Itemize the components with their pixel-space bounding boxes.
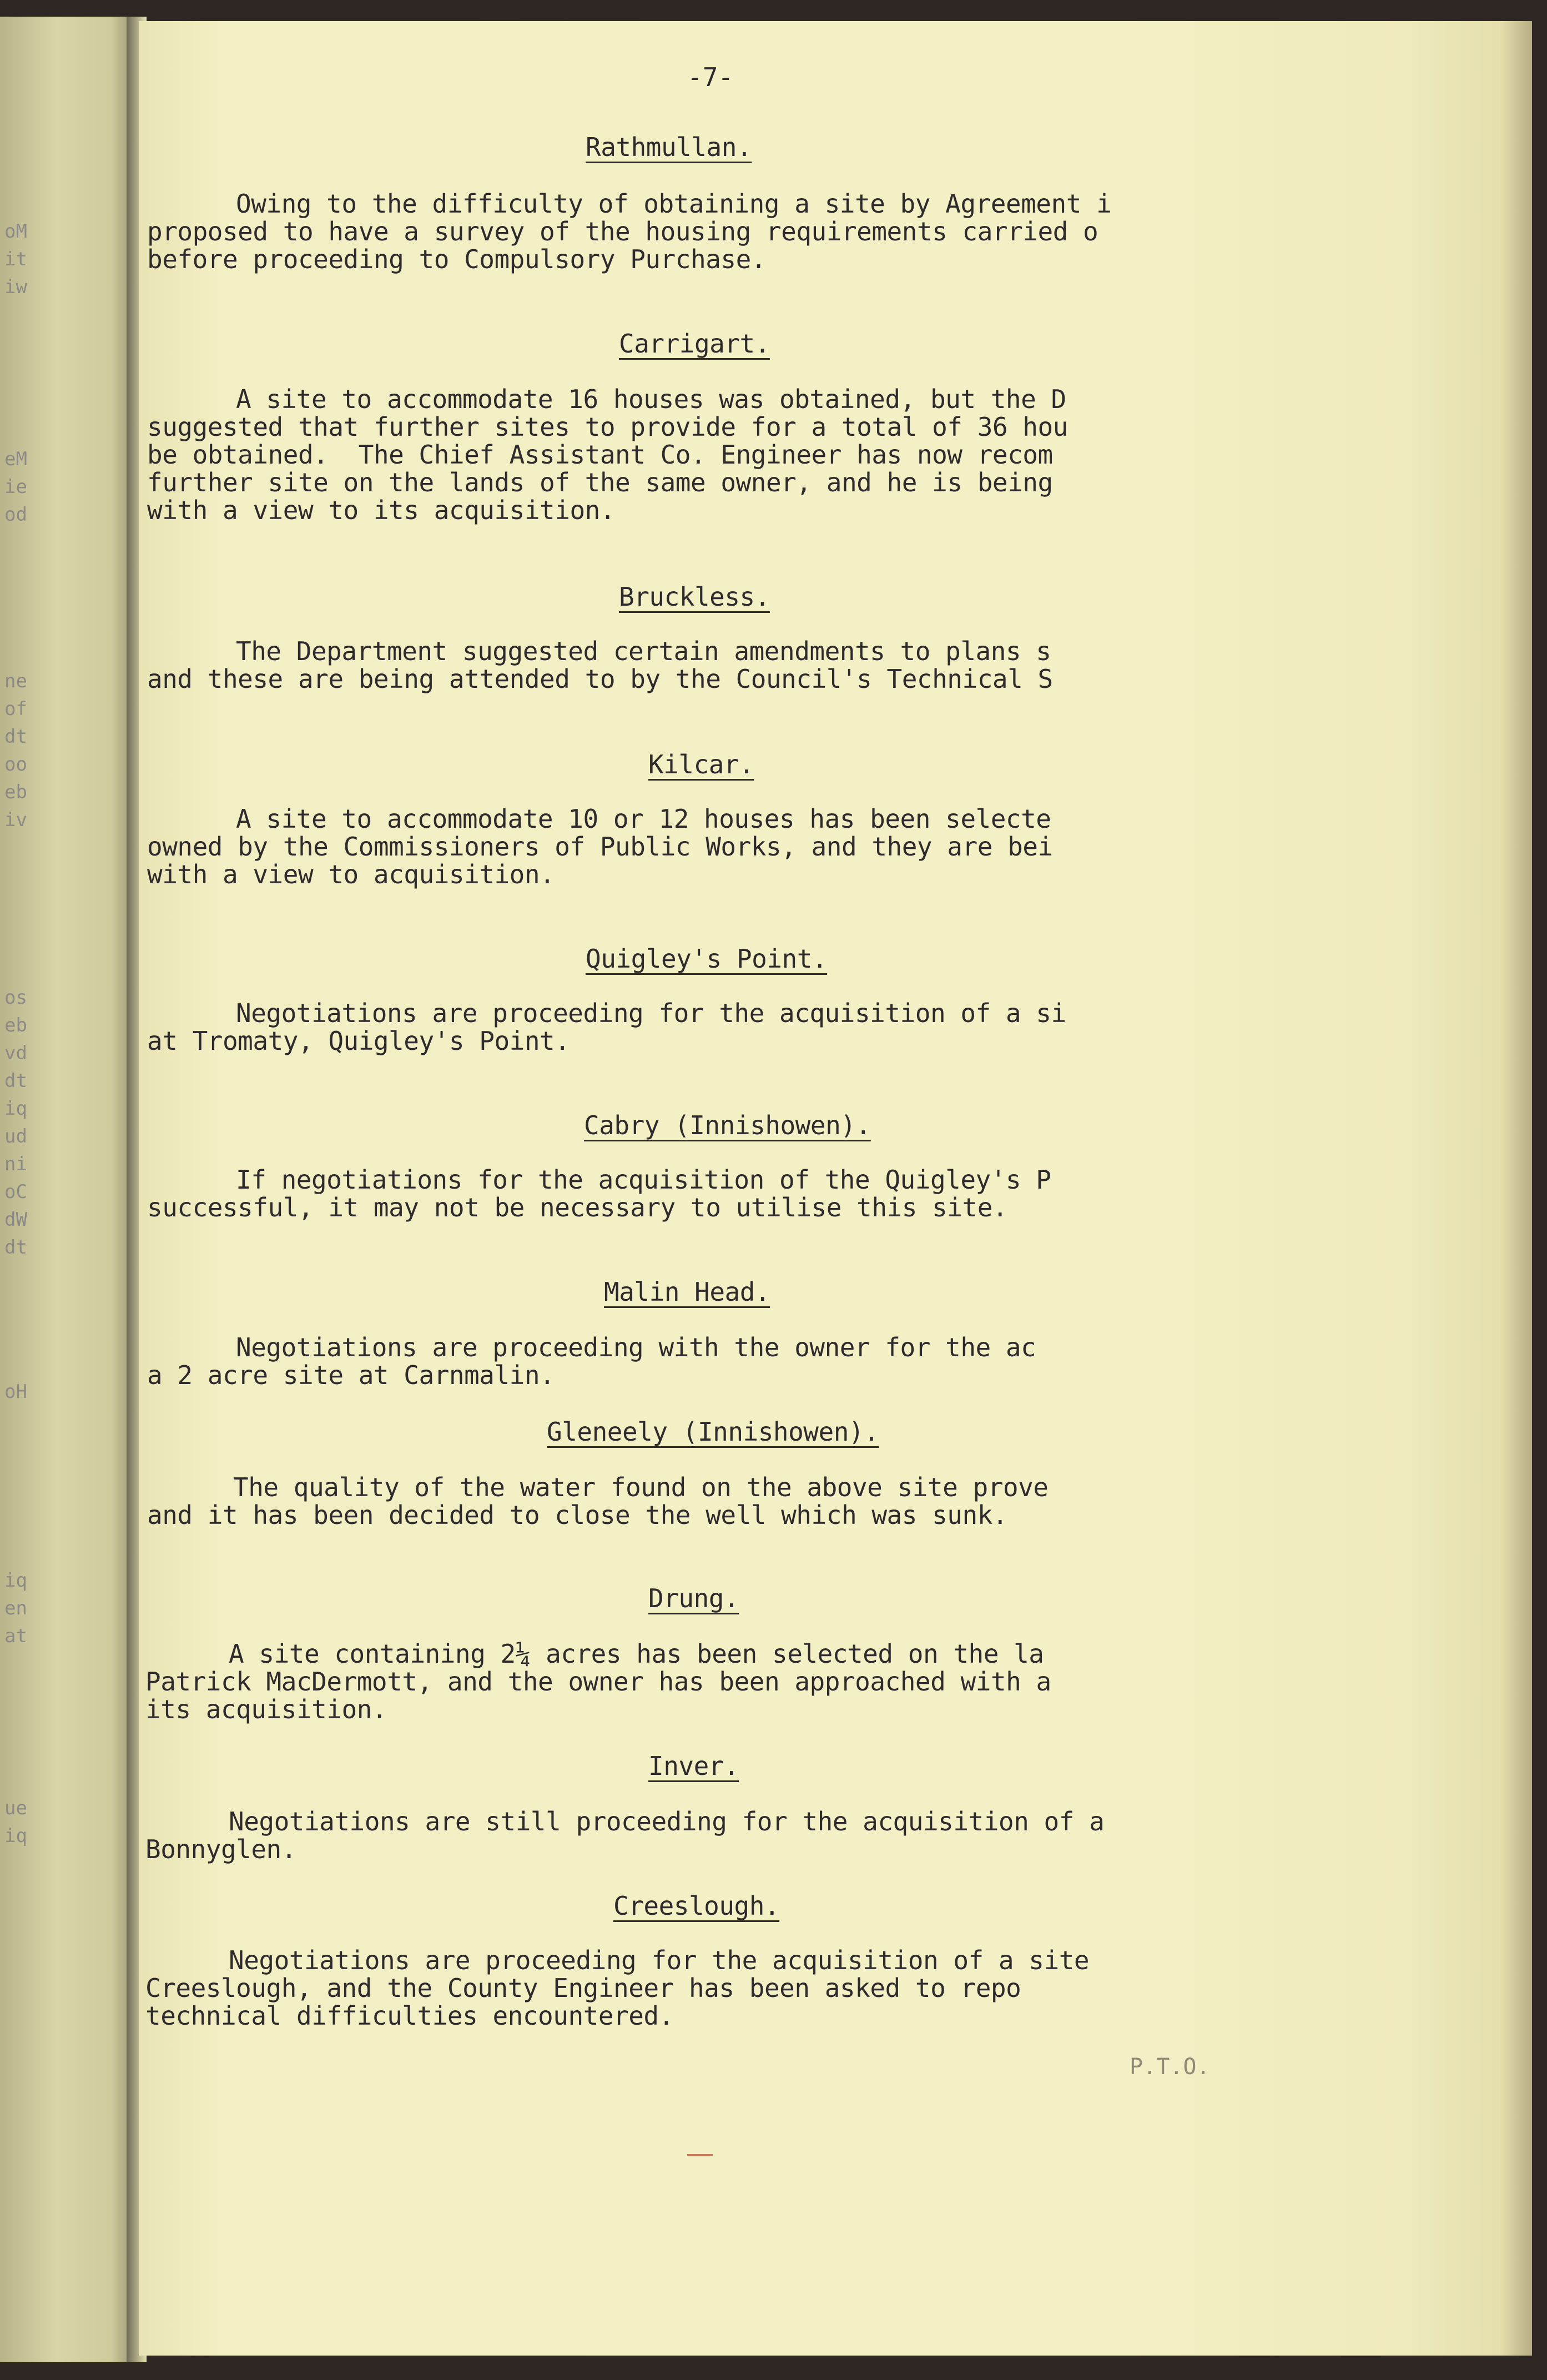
- paragraph-line: Negotiations are still proceeding for the acquisition of a: [229, 1807, 1105, 1836]
- section-heading-creeslough: Creeslough.: [613, 1891, 780, 1921]
- paragraph-line: be obtained. The Chief Assistant Co. Engineer has now recom: [147, 440, 1053, 470]
- section-heading-drung: Drung.: [648, 1583, 739, 1613]
- facing-page-edge: oM it iw eM ie od ne of dt oo eb iv os eb vd dt iq ud ni oC dW dt oH iq en at ue iq: [0, 17, 139, 2362]
- section-heading-carrigart: Carrigart.: [619, 329, 770, 359]
- paragraph-line: Negotiations are proceeding for the acquisition of a si: [236, 998, 1066, 1028]
- section-heading-quigleys-point: Quigley's Point.: [586, 944, 828, 974]
- paragraph-line: proposed to have a survey of the housing requirements carried o: [147, 217, 1098, 246]
- paragraph-line: at Tromaty, Quigley's Point.: [147, 1026, 570, 1056]
- paragraph-line: The Department suggested certain amendments to plans s: [236, 636, 1051, 666]
- paragraph-line: before proceeding to Compulsory Purchase.: [147, 244, 766, 274]
- paragraph-line: Creeslough, and the County Engineer has been asked to repo: [145, 1973, 1021, 2003]
- paragraph-line: Negotiations are proceeding for the acquisition of a site: [229, 1945, 1090, 1975]
- section-heading-cabry: Cabry (Innishowen).: [584, 1110, 871, 1140]
- paragraph-line: with a view to its acquisition.: [147, 495, 616, 525]
- paragraph-line: A site to accommodate 10 or 12 houses has been selecte: [236, 804, 1051, 834]
- paragraph-line: and these are being attended to by the Council's Technical S: [147, 664, 1053, 694]
- section-heading-bruckless: Bruckless.: [619, 582, 770, 612]
- paragraph-line: further site on the lands of the same owner, and he is being: [147, 467, 1053, 497]
- section-heading-inver: Inver.: [648, 1751, 739, 1781]
- paragraph-line: If negotiations for the acquisition of the Quigley's P: [236, 1165, 1051, 1195]
- paragraph-line: with a view to acquisition.: [147, 859, 555, 889]
- paragraph-line: suggested that further sites to provide for a total of 36 hou: [147, 412, 1068, 442]
- paragraph-line: successful, it may not be necessary to utilise this site.: [147, 1192, 1008, 1222]
- paragraph-line: A site containing 2¼ acres has been selected on the la: [229, 1639, 1044, 1669]
- page-number: -7-: [687, 62, 734, 92]
- paragraph-line: The quality of the water found on the above site prove: [233, 1472, 1049, 1502]
- ink-mark: [687, 2154, 713, 2156]
- paragraph-line: and it has been decided to close the well which was sunk.: [147, 1500, 1008, 1530]
- paragraph-line: technical difficulties encountered.: [145, 2001, 674, 2031]
- section-heading-malin-head: Malin Head.: [604, 1277, 770, 1307]
- paragraph-line: owned by the Commissioners of Public Works, and they are bei: [147, 832, 1053, 862]
- section-heading-rathmullan: Rathmullan.: [586, 132, 752, 162]
- section-heading-gleneely: Gleneely (Innishowen).: [547, 1417, 879, 1447]
- section-heading-kilcar: Kilcar.: [648, 749, 754, 779]
- paragraph-line: Negotiations are proceeding with the owner for the ac: [236, 1332, 1036, 1362]
- page-edge-shadow: [1499, 21, 1532, 2356]
- continuation-mark: P.T.O.: [1130, 2054, 1210, 2080]
- paragraph-line: a 2 acre site at Carnmalin.: [147, 1360, 555, 1390]
- paragraph-line: Bonnyglen.: [145, 1834, 296, 1864]
- paragraph-line: Patrick MacDermott, and the owner has been approached with a: [145, 1667, 1051, 1697]
- paragraph-line: its acquisition.: [145, 1694, 387, 1724]
- paragraph-line: Owing to the difficulty of obtaining a site by Agreement i: [236, 189, 1112, 219]
- paragraph-line: A site to accommodate 16 houses was obtained, but the D: [236, 384, 1066, 414]
